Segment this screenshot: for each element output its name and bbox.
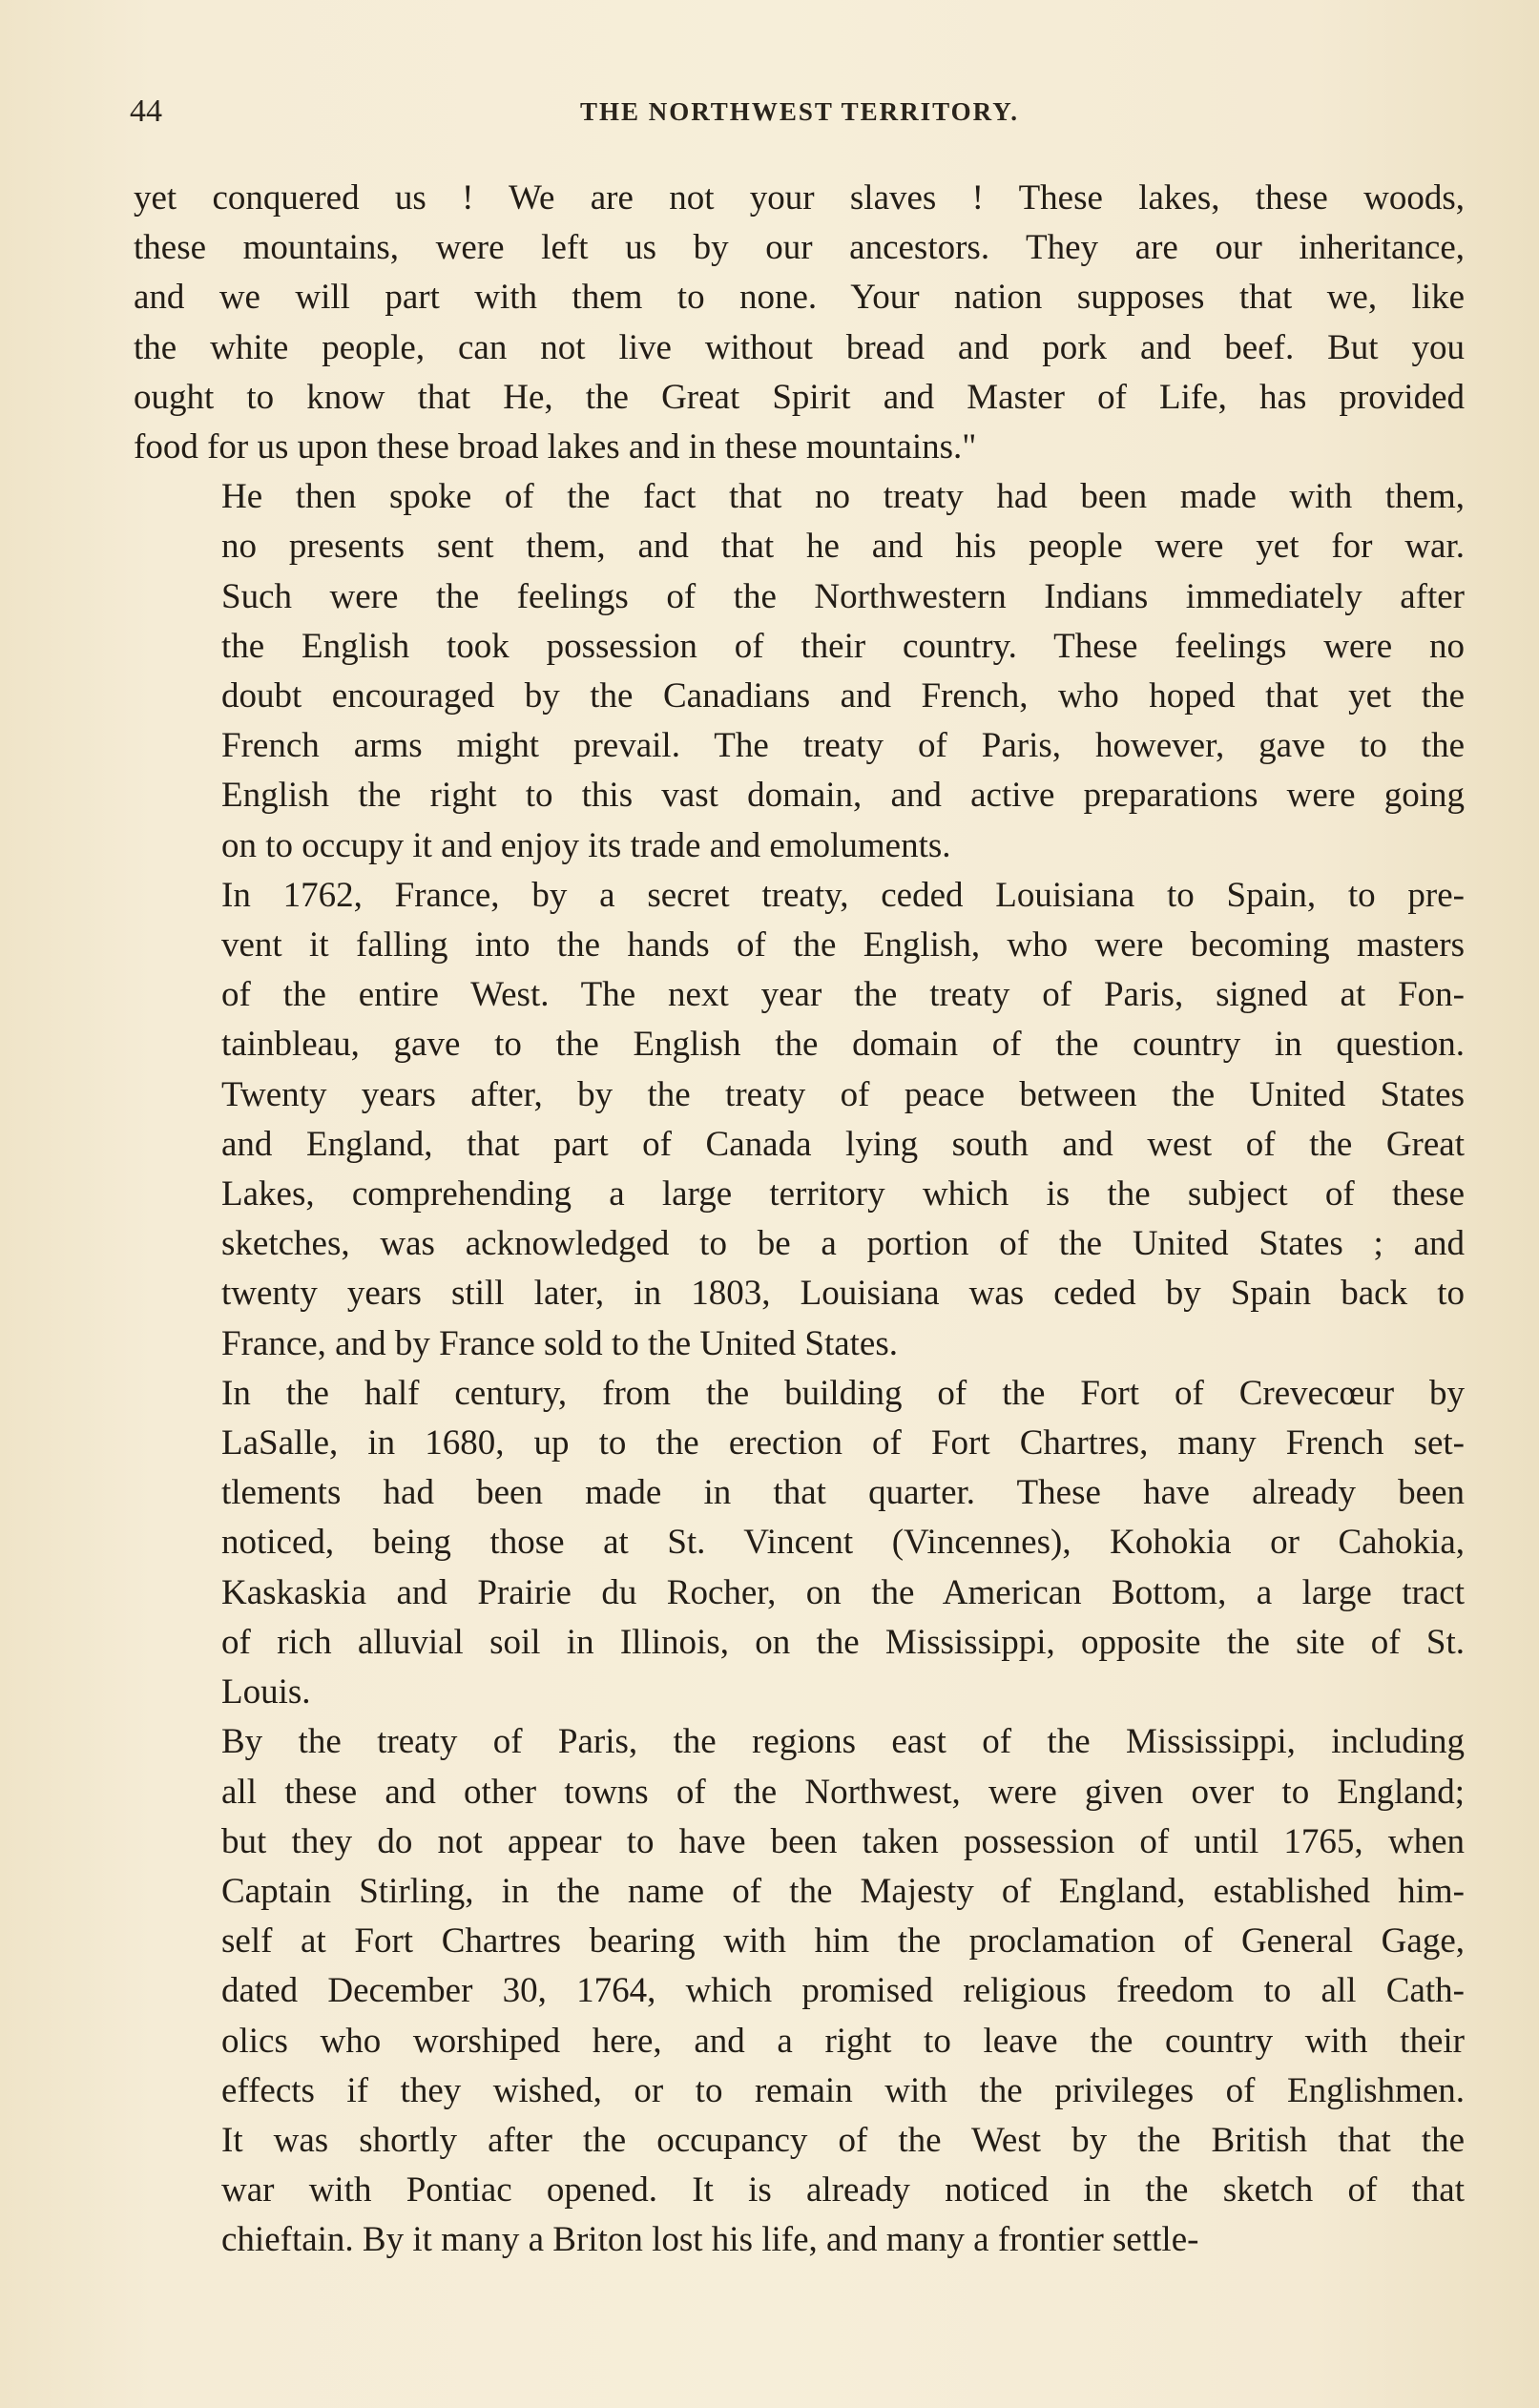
text-line: Lakes, comprehending a large territory which is the subject of these [221,1174,1465,1214]
body-text [134,174,1465,2266]
text-line: dated December 30, 1764, which promised religious freedom to all Cath- [221,1971,1465,2011]
text-line: France, and by France sold to the United States. [221,1323,898,1363]
text-line: Such were the feelings of the Northwestern Indians immediately after [221,576,1465,616]
text-line: these mountains, were left us by our ancestors. They are our inheritance, [134,228,1465,268]
text-line: In 1762, France, by a secret treaty, ceded Louisiana to Spain, to pre- [221,875,1465,915]
text-line: yet conquered us ! We are not your slaves ! These lakes, these woods, [134,178,1465,218]
text-line: It was shortly after the occupancy of the West by the British that the [221,2120,1465,2160]
text-line: no presents sent them, and that he and his people were yet for war. [221,527,1465,567]
page-number: 44 [130,93,162,129]
paragraph [134,871,1465,1369]
text-line: war with Pontiac opened. It is already noticed in the sketch of that [221,2170,1465,2211]
text-line: twenty years still later, in 1803, Louisiana was ceded by Spain back to [221,1274,1465,1314]
text-line: but they do not appear to have been taken possession of until 1765, when [221,1821,1465,1861]
text-line: the white people, can not live without bread and pork and beef. But you [134,327,1465,367]
text-line: effects if they wished, or to remain with the privileges of Englishmen. [221,2070,1465,2110]
paragraph [134,1717,1465,2265]
text-line: the English took possession of their country. These feelings were no [221,626,1465,666]
text-line: doubt encouraged by the Canadians and French, who hoped that yet the [221,676,1465,716]
text-line: ought to know that He, the Great Spirit and Master of Life, has provided [134,377,1465,417]
text-line: noticed, being those at St. Vincent (Vincennes), Kohokia or Cahokia, [221,1523,1465,1563]
text-line: LaSalle, in 1680, up to the erection of Fort Chartres, many French set- [221,1423,1465,1463]
text-line: food for us upon these broad lakes and in these mountains." [134,427,977,467]
text-line: tlements had been made in that quarter. These have already been [221,1473,1465,1513]
page-header [130,93,1469,135]
text-line: tainbleau, gave to the English the domain of the country in question. [221,1025,1465,1065]
text-line: He then spoke of the fact that no treaty had been made with them, [221,477,1465,517]
text-line: Louis. [221,1672,311,1713]
text-line: olics who worshiped here, and a right to leave the country with their [221,2021,1465,2061]
paragraph [134,174,1465,472]
text-line: chieftain. By it many a Briton lost his life, and many a frontier settle- [221,2220,1199,2260]
text-line: vent it falling into the hands of the English, who were becoming masters [221,925,1465,965]
text-line: Kaskaskia and Prairie du Rocher, on the American Bottom, a large tract [221,1572,1465,1612]
paragraph [134,472,1465,871]
text-line: self at Fort Chartres bearing with him the proclamation of General Gage, [221,1921,1465,1962]
text-line: of the entire West. The next year the treaty of Paris, signed at Fon- [221,975,1465,1015]
text-line: of rich alluvial soil in Illinois, on the Mississippi, opposite the site of St. [221,1622,1465,1662]
text-line: and England, that part of Canada lying south and west of the Great [221,1124,1465,1164]
text-line: Twenty years after, by the treaty of peace between the United States [221,1074,1465,1114]
text-line: and we will part with them to none. Your nation supposes that we, like [134,278,1465,318]
text-line: In the half century, from the building of the Fort of Crevecœur by [221,1373,1465,1413]
text-line: all these and other towns of the Northwest, were given over to England; [221,1772,1465,1812]
text-line: French arms might prevail. The treaty of Paris, however, gave to the [221,726,1465,766]
text-line: on to occupy it and enjoy its trade and emoluments. [221,825,951,865]
text-line: By the treaty of Paris, the regions east of the Mississippi, including [221,1722,1465,1762]
paragraph [134,1369,1465,1717]
running-title: THE NORTHWEST TERRITORY. [579,97,1019,126]
text-line: Captain Stirling, in the name of the Majesty of England, established him- [221,1871,1465,1911]
text-line: sketches, was acknowledged to be a portion of the United States ; and [221,1224,1465,1264]
text-line: English the right to this vast domain, and active preparations were going [221,776,1465,816]
